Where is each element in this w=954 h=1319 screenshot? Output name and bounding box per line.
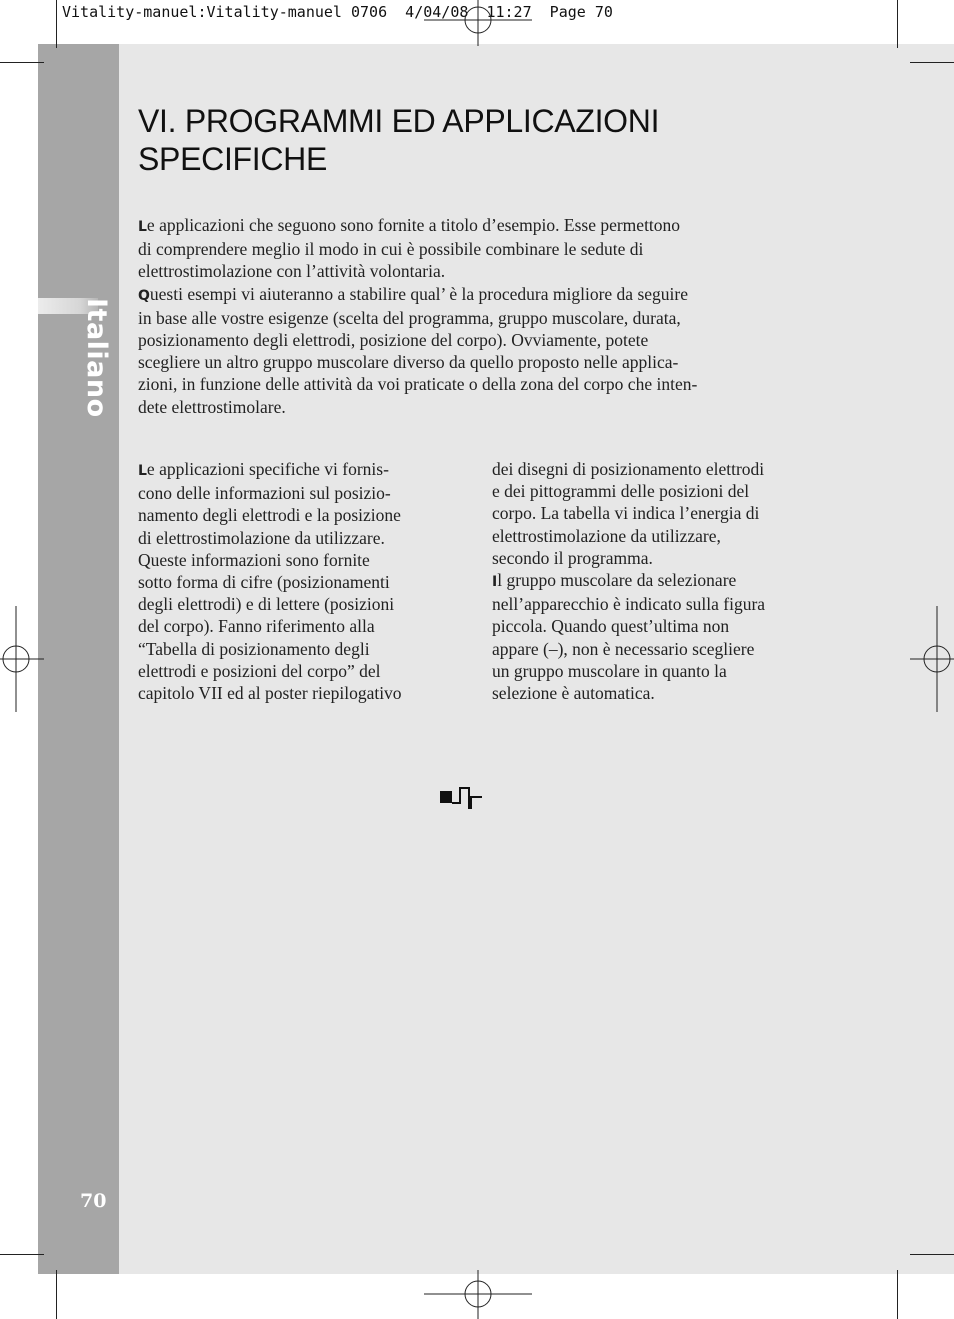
drop-cap: L (138, 219, 147, 235)
right-column-paragraph-1: dei disegni di posizionamento elettrodi e dei pittogrammi delle posizioni del corpo. La tabella vi indica l’energia di elettrostimolazione da utilizzare, secondo il programma. (492, 459, 765, 568)
crop-mark (910, 62, 954, 63)
print-slug-line: Vitality-manuel:Vitality-manuel 0706 4/04/08 11:27 Page 70 (62, 3, 613, 21)
left-column-paragraph: Le applicazioni specifiche vi fornis- cono delle informazioni sul posizio- namento degli elettrodi e la posizione di elettrostimolazione da utilizzare. Queste informazioni sono fornite sotto forma di cifre (posizionamenti degli elettrodi) e di lettere (posizioni del corpo). Fanno riferimento alla “Tabella di posizionamento degli elettrodi e posizioni del corpo” del capitolo VII ed al poster riepilogativo (138, 459, 402, 704)
language-sidebar (38, 44, 119, 1274)
pulse-wave-icon (438, 786, 484, 810)
crop-mark (897, 0, 898, 48)
drop-cap: I (492, 574, 498, 591)
crop-mark (56, 0, 57, 48)
drop-cap: Q (138, 287, 150, 304)
page-title (138, 102, 838, 178)
crop-mark (0, 1254, 44, 1255)
drop-cap: L (138, 463, 147, 479)
left-column (138, 458, 468, 704)
registration-mark-icon (0, 606, 44, 712)
intro-paragraph-1: Le applicazioni che seguono sono fornite a titolo d’esempio. Esse permettono di comprendere meglio il modo in cui è possibile combinare le sedute di elettrostimolazione con l’attività volontaria. (138, 215, 681, 282)
language-label: Italiano (81, 298, 112, 418)
right-column (492, 458, 822, 704)
title-line-2: SPECIFICHE (138, 141, 328, 177)
language-tab (65, 298, 135, 418)
intro-paragraph-2: Questi esempi vi aiuteranno a stabilire qual’ è la procedura migliore da seguire in base alle vostre esigenze (scelta del programma, gruppo muscolare, durata, posizionamento degli elettrodi, posizione del corpo). Ovviamente, potete scegliere un altro gruppo muscolare diverso da quello proposto nelle applica- zioni, in funzione delle attività da voi praticate o della zona del corpo che inten- dete elettrostimolare. (138, 283, 698, 417)
page-number: 70 (80, 1190, 107, 1212)
crop-mark (897, 1270, 898, 1319)
title-line-1: VI. PROGRAMMI ED APPLICAZIONI (138, 103, 660, 139)
crop-mark (0, 62, 44, 63)
registration-mark-icon (424, 0, 532, 46)
registration-mark-icon (910, 606, 954, 712)
intro-text (138, 214, 818, 418)
registration-mark-icon (424, 1270, 532, 1319)
crop-mark (56, 1270, 57, 1319)
crop-mark (910, 1254, 954, 1255)
right-column-paragraph-2: Il gruppo muscolare da selezionare nell’apparecchio è indicato sulla figura piccola. Quando quest’ultima non appare (–), non è necessario scegliere un gruppo muscolare in quanto la selezione è automatica. (492, 570, 766, 704)
